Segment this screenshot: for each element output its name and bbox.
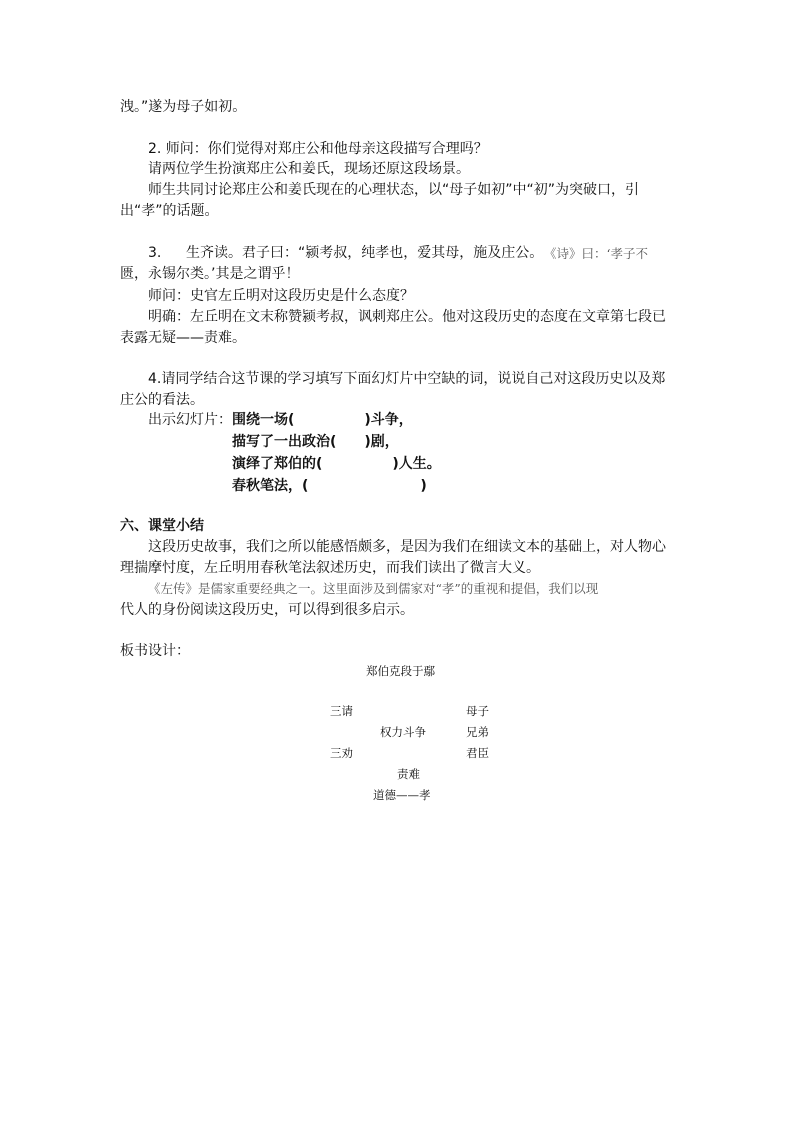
item-4-line-2: 庄公的看法。 (120, 392, 204, 408)
summary-p1-b: 理揣摩忖度，左丘明用春秋笔法叙述历史，而我们读出了微言大义。 (120, 560, 540, 576)
board-moral: 道德——孝 (373, 788, 431, 802)
board-left-1: 三请 (330, 704, 353, 718)
board-left-2: 三劝 (330, 746, 353, 760)
slide-line-1: 围绕一场( )斗争， (232, 412, 413, 428)
item-3-answer-1: 明确：左丘明在文末称赞颍考叔，讽刺郑庄公。他对这段历史的态度在文章第七段已 (148, 309, 666, 325)
item-2-question: 2. 师问：你们觉得对郑庄公和他母亲这段描写合理吗？ (148, 141, 488, 157)
item-2-line-3: 出“孝”的话题。 (120, 203, 219, 219)
slide-prefix: 出示幻灯片： (148, 412, 232, 428)
item-4-line-1: 4.请同学结合这节课的学习填写下面幻灯片中空缺的词，说说自己对这段历史以及郑 (148, 371, 666, 387)
board-right-1: 母子 (466, 704, 489, 718)
item-3-reading: 生齐读。君子曰：“颍考叔，纯孝也，爱其母，施及庄公。 (186, 245, 544, 261)
item-3-number: 3. (148, 245, 162, 261)
board-title: 郑伯克段于鄢 (366, 664, 435, 678)
board-label: 板书设计： (120, 643, 190, 659)
slide-line-4: 春秋笔法，( ) (232, 478, 427, 494)
summary-p2-a: 《左传》是儒家重要经典之一。这里面涉及到儒家对“孝”的重视和提倡，我们以现 (148, 581, 599, 596)
item-3-teacher-question: 师问：史官左丘明对这段历史是什么态度？ (148, 288, 414, 304)
item-3-poem-quote-a: 《诗》曰：‘孝子不 (544, 246, 648, 261)
item-2-line-2: 师生共同讨论郑庄公和姜氏现在的心理状态，以“母子如初”中“初”为突破口，引 (148, 182, 640, 198)
summary-p1-a: 这段历史故事，我们之所以能感悟颇多，是因为我们在细读文本的基础上，对人物心 (148, 539, 666, 555)
board-blame: 责难 (397, 767, 420, 781)
summary-heading: 六、课堂小结 (120, 518, 204, 534)
slide-line-2: 描写了一出政治( )剧， (232, 434, 399, 450)
continuation-line: 洩。”遂为母子如初。 (120, 99, 247, 115)
item-2-line-1: 请两位学生扮演郑庄公和姜氏，现场还原这段场景。 (148, 161, 470, 177)
board-right-2: 兄弟 (466, 725, 489, 739)
board-right-3: 君臣 (466, 746, 489, 760)
item-3-poem-quote-b: 匮，永锡尔类。’其是之谓乎！ (120, 266, 300, 282)
item-3-answer-2: 表露无疑——责难。 (120, 330, 246, 346)
slide-line-3: 演绎了郑伯的( )人生。 (232, 456, 441, 472)
board-center: 权力斗争 (380, 725, 426, 739)
summary-p2-b: 代人的身份阅读这段历史，可以得到很多启示。 (120, 602, 414, 618)
